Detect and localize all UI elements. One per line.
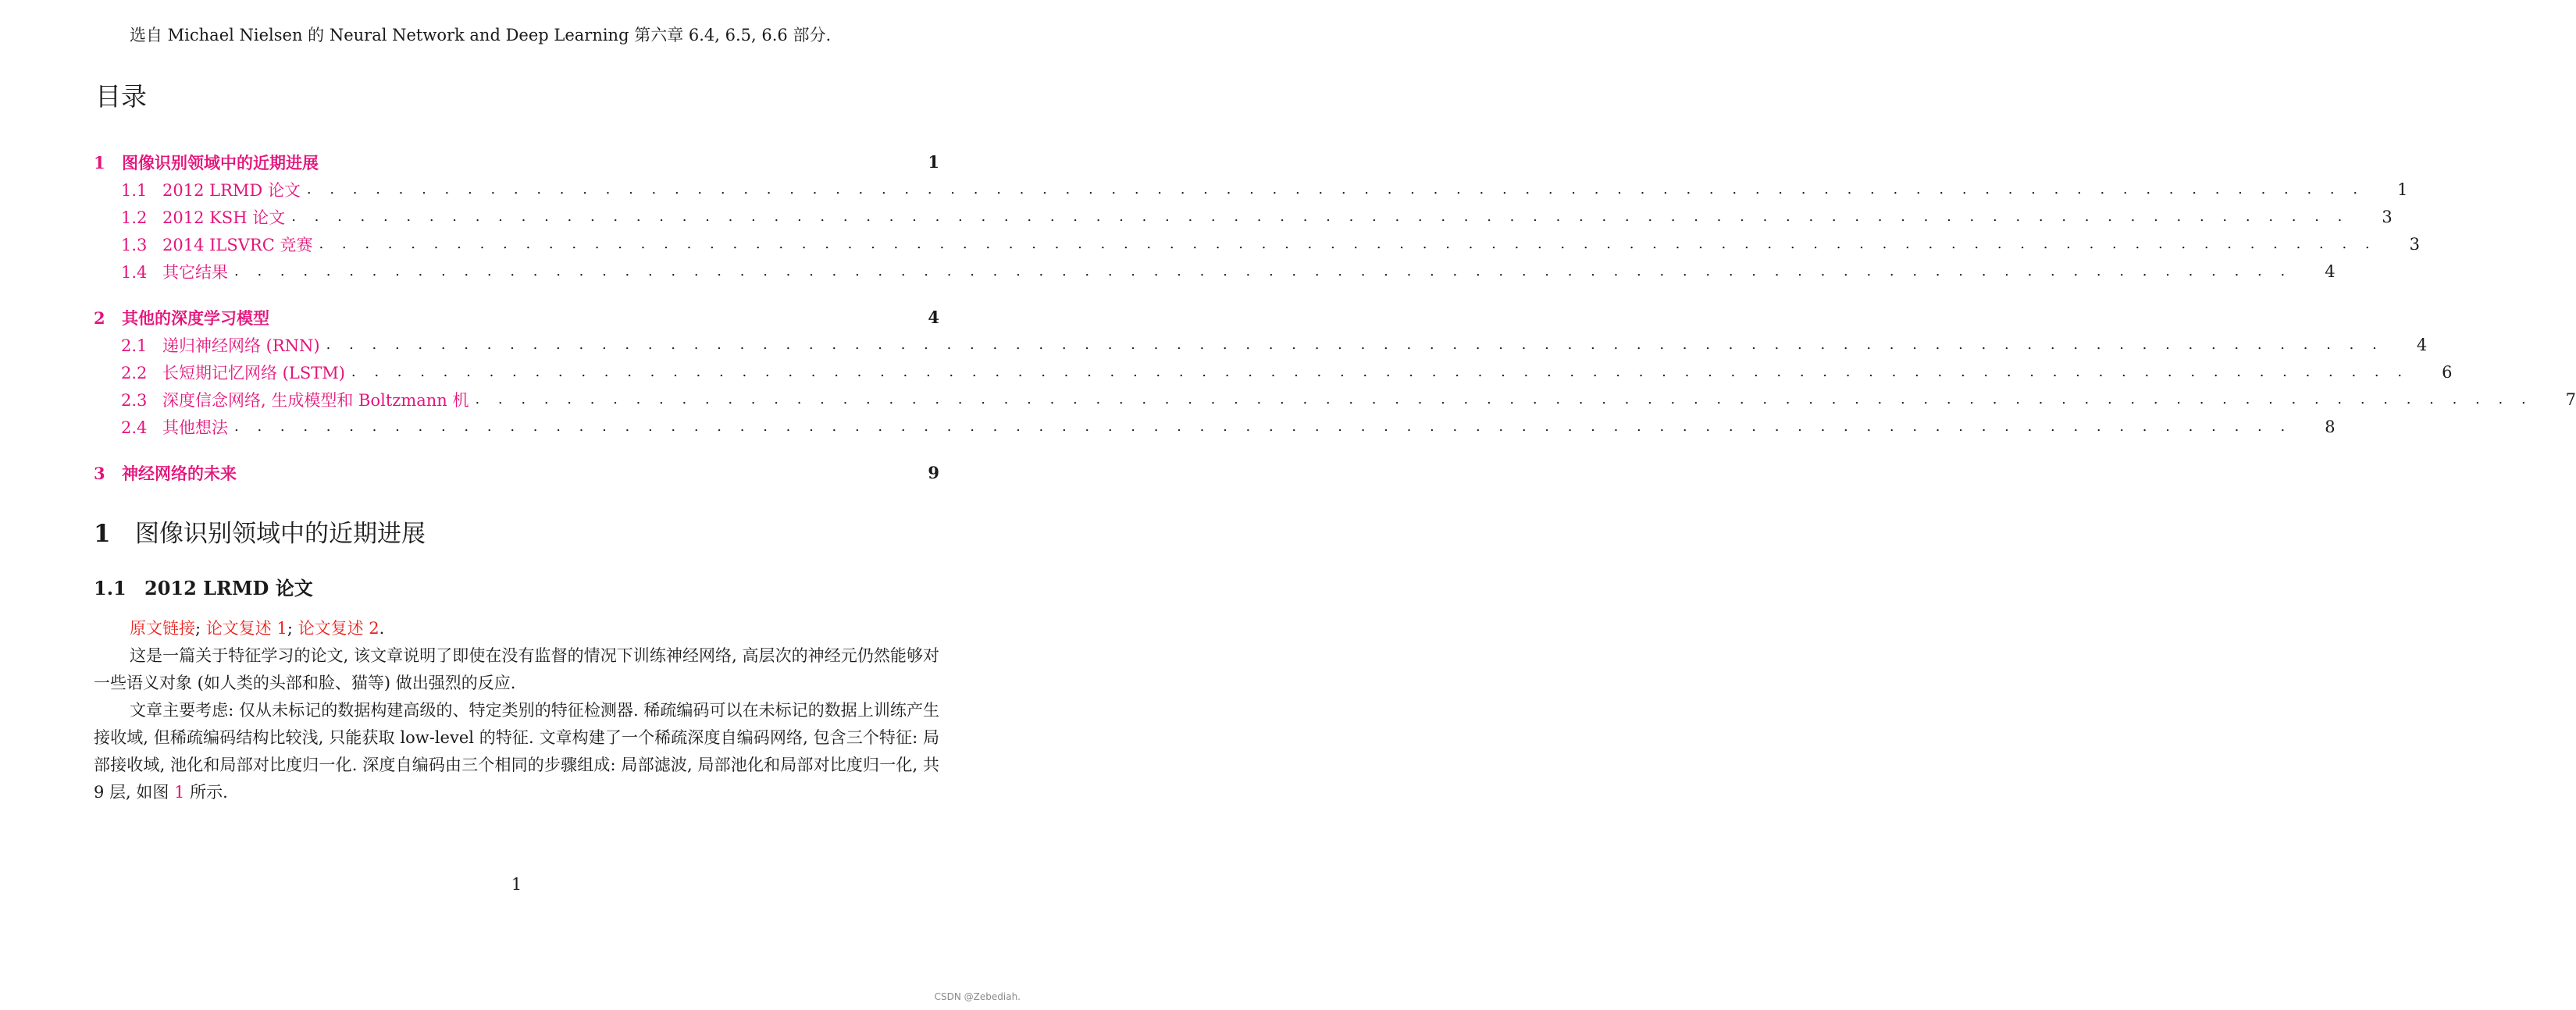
dot-leader: . . . . . . . . . . . . . . . . . . . . . . . . . . . . . . . . . . . . . . . . . . . . . . . . . . . . . . . . . . . . . . . . . . . . . . . . . . . . . . . . . . . . . . . . . . — [319, 236, 2377, 252]
figure-reference-link[interactable]: 1 — [174, 783, 185, 802]
toc-entry-2-1[interactable] — [94, 331, 2428, 358]
toc-page-number: 3 — [2382, 207, 2393, 226]
toc-link-1-2[interactable]: 1.2 2012 KSH 论文 — [121, 208, 286, 227]
toc-page-number: 8 — [2325, 417, 2336, 436]
toc-page-number: 7 — [2565, 389, 2576, 409]
toc-entry-2-4[interactable] — [94, 413, 2336, 440]
toc-entry-2-3[interactable] — [94, 386, 2576, 413]
toc-link-section-2[interactable]: 2 其他的深度学习模型 — [94, 308, 269, 328]
original-link[interactable]: 原文链接 — [130, 619, 195, 638]
page-number: 1 — [511, 875, 522, 894]
dot-leader: . . . . . . . . . . . . . . . . . . . . . . . . . . . . . . . . . . . . . . . . . . . . . . . . . . . . . . . . . . . . . . . . . . . . . . . . . . . . . . . . . . . . . . . . . . — [351, 364, 2410, 380]
dot-leader: . . . . . . . . . . . . . . . . . . . . . . . . . . . . . . . . . . . . . . . . . . . . . . . . . . . . . . . . . . . . . . . . . . . . . . . . . . . . . . . . . . . . . . . . . . — [306, 181, 2365, 197]
toc-entry-section-2[interactable] — [94, 304, 939, 331]
toc-link-2-4[interactable]: 2.4 其他想法 — [121, 418, 228, 437]
toc-heading: 目录 — [95, 81, 147, 112]
dot-leader: . . . . . . . . . . . . . . . . . . . . . . . . . . . . . . . . . . . . . . . . . . . . . . . . . . . . . . . . . . . . . . . . . . . . . . . . . . . . . . . . . . . . . . . . . . — [234, 263, 2293, 279]
toc-link-section-1[interactable]: 1 图像识别领域中的近期进展 — [94, 152, 319, 172]
intro-text: 选自 Michael Nielsen 的 Neural Network and Deep Learning 第六章 6.4, 6.5, 6.6 部分. — [130, 26, 832, 44]
section-heading: 1 图像识别领域中的近期进展 — [94, 520, 426, 548]
toc-link-2-3[interactable]: 2.3 深度信念网络, 生成模型和 Boltzmann 机 — [121, 390, 469, 410]
review-link-1[interactable]: 论文复述 1 — [205, 619, 287, 638]
toc-link-1-4[interactable]: 1.4 其它结果 — [121, 262, 228, 282]
toc-entry-1-2[interactable] — [94, 203, 2393, 230]
watermark: CSDN @Zebediah. — [934, 991, 1021, 1002]
dot-leader: . . . . . . . . . . . . . . . . . . . . . . . . . . . . . . . . . . . . . . . . . . . . . . . . . . . . . . . . . . . . . . . . . . . . . . . . . . . . . . . . . . . . . . . . . . — [234, 418, 2293, 435]
toc-entry-1-3[interactable] — [94, 230, 2421, 258]
toc-page-number: 4 — [2416, 335, 2428, 354]
toc-entry-1-1[interactable] — [94, 176, 2408, 203]
toc-link-2-2[interactable]: 2.2 长短期记忆网络 (LSTM) — [121, 363, 345, 382]
toc-page-number: 6 — [2442, 362, 2453, 382]
toc-link-2-1[interactable]: 2.1 递归神经网络 (RNN) — [121, 336, 320, 355]
toc-page-number: 4 — [928, 308, 939, 327]
toc-entry-1-4[interactable] — [94, 258, 2336, 285]
dot-leader: . . . . . . . . . . . . . . . . . . . . . . . . . . . . . . . . . . . . . . . . . . . . . . . . . . . . . . . . . . . . . . . . . . . . . . . . . . . . . . . . . . . . . . . . . . — [291, 208, 2350, 225]
toc-link-section-3[interactable]: 3 神经网络的未来 — [94, 463, 237, 483]
toc-page-number: 3 — [2409, 234, 2421, 254]
toc-page-number: 9 — [928, 463, 939, 482]
review-link-2[interactable]: 论文复述 2 — [298, 619, 379, 638]
toc-page-number: 4 — [2325, 261, 2336, 281]
table-of-contents — [94, 148, 2576, 486]
dot-leader: . . . . . . . . . . . . . . . . . . . . . . . . . . . . . . . . . . . . . . . . . . . . . . . . . . . . . . . . . . . . . . . . . . . . . . . . . . . . . . . . . . . . . . . . . . — [475, 391, 2533, 407]
toc-entry-section-1[interactable] — [94, 148, 939, 176]
subsection-heading: 1.1 2012 LRMD 论文 — [94, 577, 313, 599]
paragraph: 文章主要考虑: 仅从未标记的数据构建高级的、特定类别的特征检测器. 稀疏编码可以在未标记的数据上训练产生接收域, 但稀疏编码结构比较浅, 只能获取 low-level 的特征. 文章构建了一个稀疏深度自编码网络, 包含三个特征: 局部接收域, 池化和局部对比度归一化. 深度自编码由三个相同的步骤组成: 局部滤波, 局部池化和局部对比度归一化, 共 9 层, 如图 1 所示. — [94, 701, 939, 802]
dot-leader: . . . . . . . . . . . . . . . . . . . . . . . . . . . . . . . . . . . . . . . . . . . . . . . . . . . . . . . . . . . . . . . . . . . . . . . . . . . . . . . . . . . . . . . . . . — [326, 336, 2384, 353]
toc-page-number: 1 — [2397, 180, 2408, 199]
toc-entry-section-3[interactable] — [94, 459, 939, 486]
toc-link-1-3[interactable]: 1.3 2014 ILSVRC 竞赛 — [121, 235, 313, 254]
paragraph: 这是一篇关于特征学习的论文, 该文章说明了即使在没有监督的情况下训练神经网络, 高层次的神经元仍然能够对一些语义对象 (如人类的头部和脸、猫等) 做出强烈的反应. — [94, 646, 939, 692]
body-text — [94, 615, 939, 806]
toc-link-1-1[interactable]: 1.1 2012 LRMD 论文 — [121, 180, 301, 200]
links-line: 原文链接; 论文复述 1; 论文复述 2. — [130, 619, 385, 638]
toc-entry-2-2[interactable] — [94, 358, 2453, 386]
toc-page-number: 1 — [928, 152, 939, 172]
